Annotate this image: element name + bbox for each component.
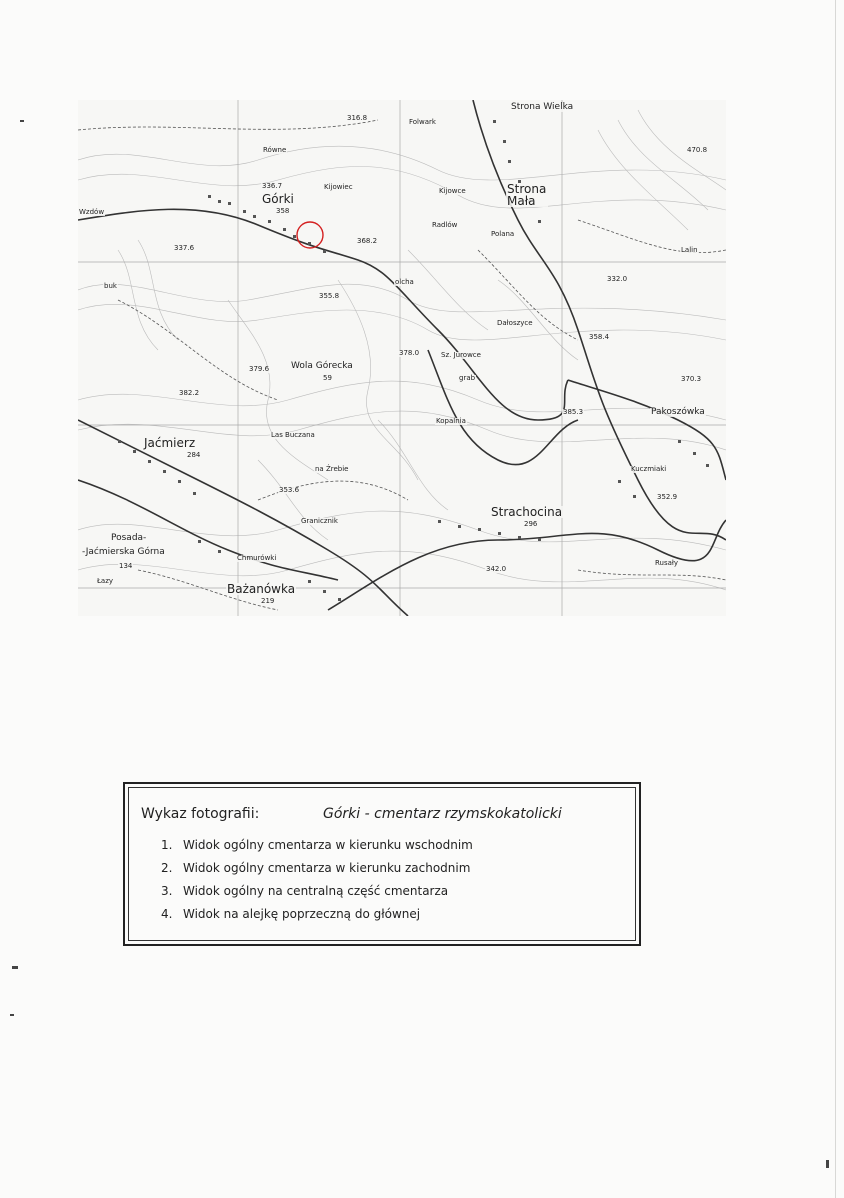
item-text: Widok ogólny na centralną część cmentarza bbox=[183, 884, 449, 898]
place-label: Strona Wielka bbox=[511, 102, 574, 112]
place-number: 296 bbox=[524, 520, 538, 528]
height-point: 353.6 bbox=[279, 486, 300, 494]
place-number: 134 bbox=[119, 562, 133, 570]
place-label: Kopalnia bbox=[436, 417, 466, 425]
height-point: 382.2 bbox=[179, 389, 200, 397]
roads bbox=[78, 100, 726, 616]
vegetation-label: olcha bbox=[395, 278, 414, 286]
place-number: 219 bbox=[261, 597, 275, 605]
vegetation-label: grab bbox=[459, 374, 476, 382]
scan-mark bbox=[12, 966, 18, 969]
place-label: Dałoszyce bbox=[497, 319, 533, 327]
scan-mark bbox=[10, 1014, 14, 1016]
height-point: 385.3 bbox=[563, 408, 584, 416]
list-item bbox=[161, 880, 473, 903]
place-label: Posada- bbox=[111, 533, 147, 543]
scan-mark bbox=[20, 120, 24, 122]
place-label: Lalin bbox=[681, 246, 698, 254]
place-label: Radlów bbox=[432, 221, 458, 229]
height-point: 470.8 bbox=[687, 146, 708, 154]
height-point: 336.7 bbox=[262, 182, 283, 190]
place-label: Górki bbox=[262, 192, 294, 206]
height-point: 316.8 bbox=[347, 114, 368, 122]
item-text: Widok na alejkę poprzeczną do głównej bbox=[183, 907, 421, 921]
vegetation-label: buk bbox=[104, 282, 117, 290]
place-label: Chmurówki bbox=[237, 554, 277, 562]
place-label: Wzdów bbox=[79, 208, 105, 216]
place-label: Kijowce bbox=[439, 187, 466, 195]
height-point: 355.8 bbox=[319, 292, 340, 300]
place-label: Granicznik bbox=[301, 517, 338, 525]
place-number: 284 bbox=[187, 451, 201, 459]
height-point: 342.0 bbox=[486, 565, 507, 573]
place-label: Równe bbox=[263, 146, 287, 154]
place-label: Folwark bbox=[409, 118, 436, 126]
place-label: Las Buczana bbox=[271, 431, 315, 439]
place-label: Bażanówka bbox=[227, 582, 296, 596]
item-number: 1. bbox=[161, 838, 173, 852]
height-point: 379.6 bbox=[249, 365, 270, 373]
height-point: 370.3 bbox=[681, 375, 702, 383]
item-number: 3. bbox=[161, 884, 173, 898]
place-number: 358 bbox=[276, 207, 290, 215]
place-label: Wola Górecka bbox=[291, 361, 353, 371]
height-point: 358.4 bbox=[589, 333, 610, 341]
scan-mark bbox=[826, 1160, 829, 1168]
photo-list-box bbox=[123, 782, 641, 946]
height-point: 378.0 bbox=[399, 349, 420, 357]
place-label: Kijowiec bbox=[324, 183, 353, 191]
map-drawing bbox=[78, 100, 726, 616]
paths bbox=[78, 120, 726, 610]
place-label: Pakoszówka bbox=[651, 407, 705, 417]
photo-list-heading: Wykaz fotografii: bbox=[141, 806, 260, 822]
place-label: Rusały bbox=[655, 559, 679, 567]
topographic-map bbox=[78, 100, 726, 616]
item-text: Widok ogólny cmentarza w kierunku wschodnim bbox=[183, 838, 473, 852]
height-point: 352.9 bbox=[657, 493, 678, 501]
photo-list-subtitle: Górki - cmentarz rzymskokatolicki bbox=[323, 806, 562, 822]
place-label: Łazy bbox=[97, 577, 114, 585]
item-number: 2. bbox=[161, 861, 173, 875]
list-item bbox=[161, 857, 473, 880]
page-edge bbox=[835, 0, 836, 1198]
list-item bbox=[161, 903, 473, 926]
place-label: Polana bbox=[491, 230, 515, 238]
place-label: na Źrebie bbox=[315, 465, 349, 473]
place-label: Sz. Jurowce bbox=[441, 351, 481, 359]
height-point: 368.2 bbox=[357, 237, 378, 245]
place-label: Strachocina bbox=[491, 505, 563, 519]
list-item bbox=[161, 834, 473, 857]
place-label: Strona Mała bbox=[507, 182, 547, 208]
place-label: -Jaćmierska Górna bbox=[82, 547, 165, 557]
place-label: Jaćmierz bbox=[144, 436, 196, 450]
place-number: 59 bbox=[323, 374, 332, 382]
place-label: Kuczmiaki bbox=[631, 465, 667, 473]
photo-list bbox=[161, 834, 473, 926]
height-point: 337.6 bbox=[174, 244, 195, 252]
item-text: Widok ogólny cmentarza w kierunku zachodnim bbox=[183, 861, 471, 875]
height-point: 332.0 bbox=[607, 275, 628, 283]
item-number: 4. bbox=[161, 907, 173, 921]
